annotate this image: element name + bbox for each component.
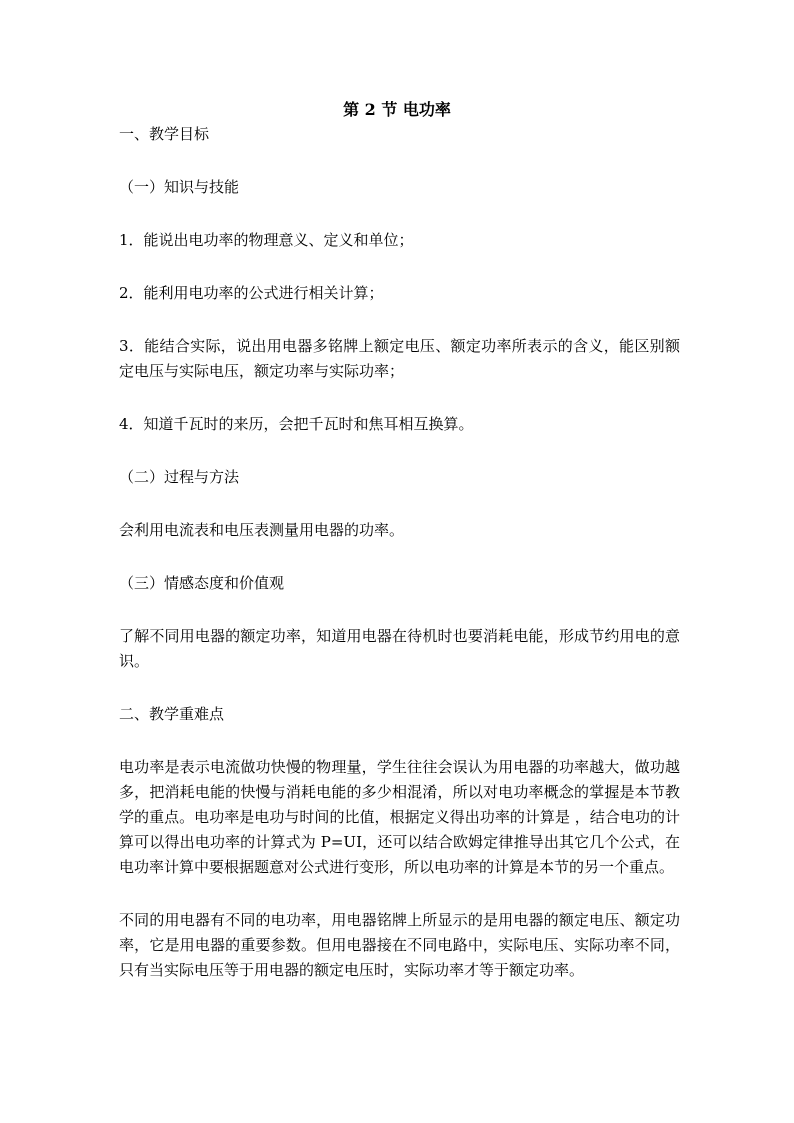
knowledge-item-1: 1．能说出电功率的物理意义、定义和单位； xyxy=(119,231,414,249)
subsection-heading-knowledge-skills: （一）知识与技能 xyxy=(119,178,240,196)
section-heading-key-points: 二、教学重难点 xyxy=(119,705,225,723)
key-points-paragraph-2: 不同的用电器有不同的电功率，用电器铭牌上所显示的是用电器的额定电压、额定功率，它是用电器的重要参数。但用电器接在不同电路中，实际电压、实际功率不同，只有当实际电压等于用电器的额定电压时，实际功率才等于额定功率。 xyxy=(119,911,680,979)
knowledge-item-3: 3．能结合实际，说出用电器多铭牌上额定电压、额定功率所表示的含义，能区别额定电压与实际电压，额定功率与实际功率； xyxy=(119,337,680,380)
process-text: 会利用电流表和电压表测量用电器的功率。 xyxy=(119,521,405,539)
subsection-heading-emotion-values: （三）情感态度和价值观 xyxy=(119,574,285,592)
knowledge-item-4: 4．知道千瓦时的来历，会把千瓦时和焦耳相互换算。 xyxy=(119,415,474,433)
document-body xyxy=(119,122,680,983)
emotion-text: 了解不同用电器的额定功率，知道用电器在待机时也要消耗电能，形成节约用电的意识。 xyxy=(119,627,680,670)
section-heading-teaching-goals: 一、教学目标 xyxy=(119,125,210,143)
knowledge-item-2: 2．能利用电功率的公式进行相关计算； xyxy=(119,284,384,302)
key-points-paragraph-1: 电功率是表示电流做功快慢的物理量，学生往往会误认为用电器的功率越大，做功越多，把消耗电能的快慢与消耗电能的多少相混淆，所以对电功率概念的掌握是本节教学的重点。电功率是电功与时间的比值，根据定义得出功率的计算是 ，结合电功的计算可以得出电功率的计算式为 P=UI，还可以结合欧姆定律推导出其它几个公式，在电功率计算中要根据题意对公式进行变形，所以电功率的计算是本节的另一个重点。 xyxy=(119,758,680,876)
document-title: 第 2 节 电功率 xyxy=(343,100,451,119)
subsection-heading-process-methods: （二）过程与方法 xyxy=(119,468,240,486)
